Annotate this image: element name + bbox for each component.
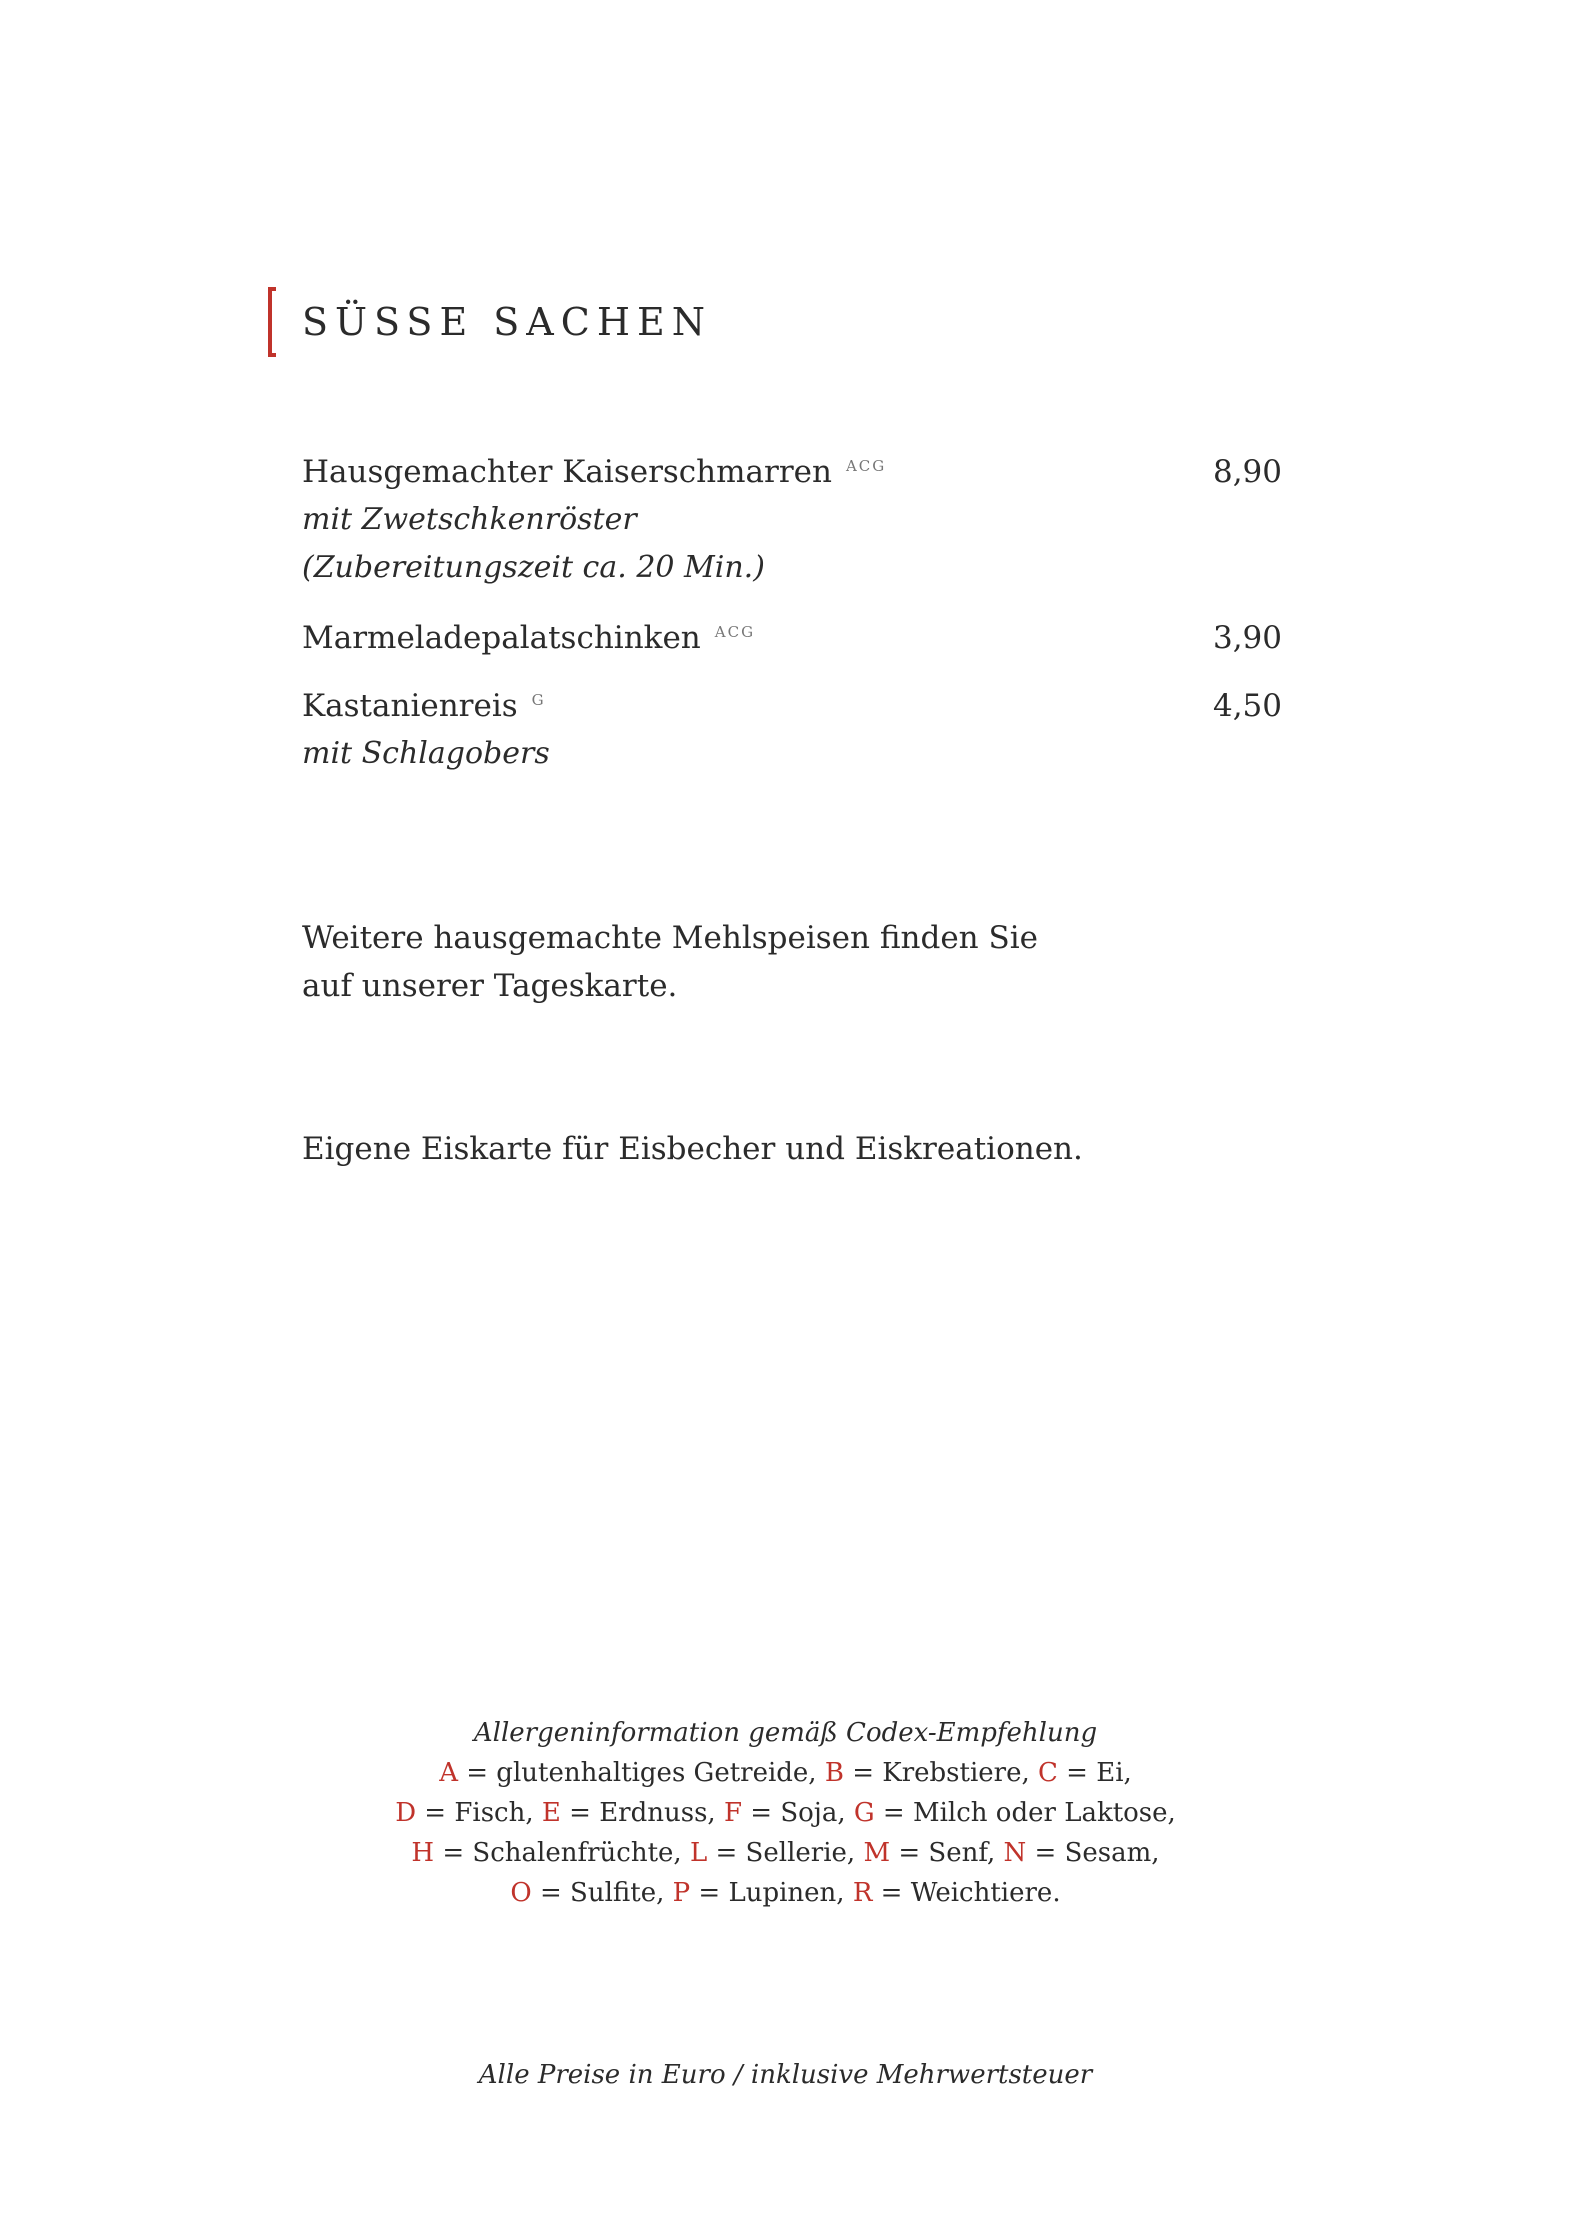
menu-item-kaiserschmarren bbox=[302, 448, 1282, 592]
item-name: Hausgemachter Kaiserschmarren bbox=[302, 454, 832, 490]
allergen-line: O = Sulfite, P = Lupinen, R = Weichtiere. bbox=[510, 1878, 1061, 1908]
item-allergens: G bbox=[531, 691, 546, 709]
menu-item-kastanienreis bbox=[302, 682, 1282, 778]
allergen-info bbox=[0, 1713, 1571, 1913]
item-name: Kastanienreis bbox=[302, 688, 518, 724]
item-price: 3,90 bbox=[1212, 620, 1282, 656]
allergen-heading: Allergeninformation gemäß Codex-Empfehlung bbox=[473, 1718, 1098, 1748]
item-description: mit Schlagobers bbox=[302, 736, 550, 771]
section-title: SÜSSE SACHEN bbox=[302, 300, 712, 344]
item-price: 4,50 bbox=[1212, 688, 1282, 724]
item-price: 8,90 bbox=[1212, 454, 1282, 490]
note-eiskarte: Eigene Eiskarte für Eisbecher und Eiskreationen. bbox=[302, 1131, 1083, 1167]
item-name: Marmeladepalatschinken bbox=[302, 620, 701, 656]
allergen-line: H = Schalenfrüchte, L = Sellerie, M = Senf, N = Sesam, bbox=[411, 1838, 1160, 1868]
note-mehlspeisen: Weitere hausgemachte Mehlspeisen finden Sie auf unserer Tageskarte. bbox=[302, 920, 1038, 1004]
item-allergens: ACG bbox=[714, 623, 756, 641]
allergen-line: A = glutenhaltiges Getreide, B = Krebstiere, C = Ei, bbox=[439, 1758, 1132, 1788]
menu-item-marmeladepalatschinken bbox=[302, 614, 1282, 662]
item-allergens: ACG bbox=[845, 457, 887, 475]
item-description: mit Zwetschkenröster bbox=[302, 502, 637, 537]
section-bracket-icon bbox=[268, 287, 276, 357]
item-description: (Zubereitungszeit ca. 20 Min.) bbox=[302, 550, 765, 585]
price-footer: Alle Preise in Euro / inklusive Mehrwertsteuer bbox=[478, 2060, 1093, 2090]
allergen-line: D = Fisch, E = Erdnuss, F = Soja, G = Milch oder Laktose, bbox=[395, 1798, 1176, 1828]
